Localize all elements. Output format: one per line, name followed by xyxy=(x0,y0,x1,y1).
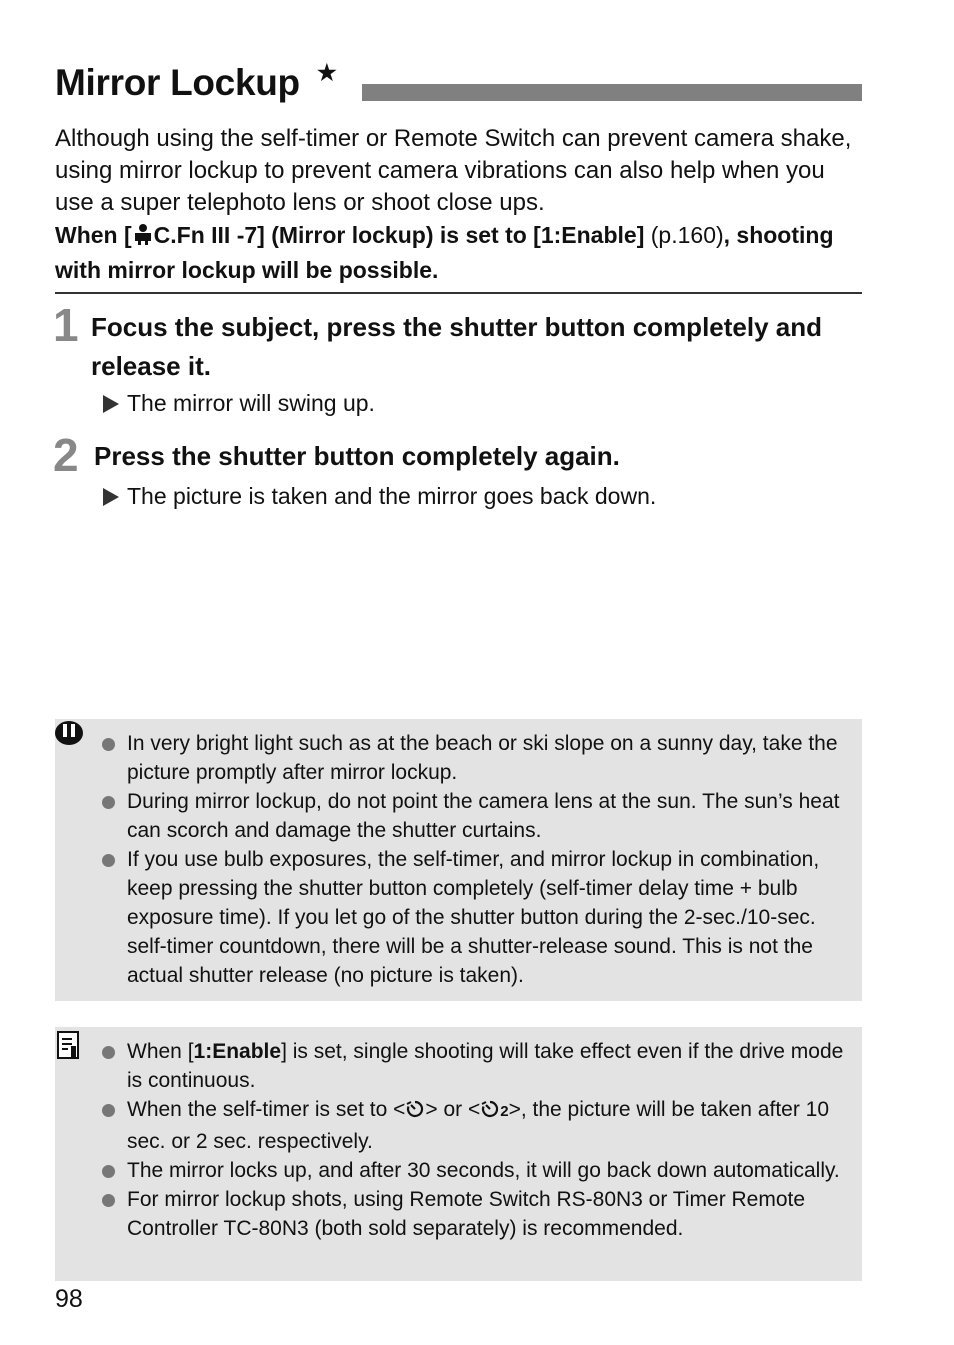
bullet-icon xyxy=(102,796,115,809)
result-arrow-icon xyxy=(103,488,119,506)
bullet-icon xyxy=(102,1046,115,1059)
memo-box xyxy=(55,1027,862,1281)
page-number: 98 xyxy=(55,1285,83,1313)
memo-list xyxy=(100,1037,850,1243)
step-2-result xyxy=(103,483,656,510)
bullet-icon xyxy=(102,1165,115,1178)
caution-item: If you use bulb exposures, the self-timer, and mirror lockup in combination, keep pressing the shutter button completely (self-timer delay time + bulb exposure time). If you let go of the shutter button during the 2-sec./10-sec. self-timer countdown, there will be a shutter-release sound. This is not the actual shutter release (no picture is taken). xyxy=(100,845,850,990)
memo-icon xyxy=(57,1031,81,1066)
caution-list xyxy=(100,729,850,990)
step-1-text: Focus the subject, press the shutter button completely and release it. xyxy=(91,312,822,381)
setting-note-suffix: , shooting with mirror lockup will be possible. xyxy=(55,222,834,283)
caution-box xyxy=(55,719,862,1001)
title-rule xyxy=(362,84,862,101)
title-block xyxy=(55,60,337,112)
custom-function-icon xyxy=(132,222,154,254)
self-timer-10s-icon xyxy=(405,1098,425,1127)
bullet-icon xyxy=(102,854,115,867)
setting-note-page-ref: (p.160) xyxy=(644,222,724,248)
advanced-star-icon: ★ xyxy=(317,60,337,85)
step-2-result-text: The picture is taken and the mirror goes back down. xyxy=(127,483,657,509)
memo-item: For mirror lockup shots, using Remote Switch RS-80N3 or Timer Remote Controller TC-80N3 (both sold separately) is recommended. xyxy=(100,1185,850,1243)
step-number-1: 1 xyxy=(53,299,79,351)
page-title: Mirror Lockup xyxy=(55,62,300,103)
caution-icon xyxy=(55,719,85,752)
bullet-icon xyxy=(102,738,115,751)
result-arrow-icon xyxy=(103,395,119,413)
step-number-2: 2 xyxy=(53,429,79,481)
setting-note-fn: C.Fn III -7] (Mirror lockup) is set to [1:Enable] xyxy=(153,222,645,248)
bullet-icon xyxy=(102,1104,115,1117)
caution-item: In very bright light such as at the beach or ski slope on a sunny day, take the picture promptly after mirror lockup. xyxy=(100,729,850,787)
section-divider xyxy=(55,292,862,294)
memo-item: When [1:Enable] is set, single shooting will take effect even if the drive mode is continuous. xyxy=(100,1037,850,1095)
self-timer-2s-icon xyxy=(480,1098,500,1127)
step-1-result xyxy=(103,390,375,417)
caution-item: During mirror lockup, do not point the camera lens at the sun. The sun’s heat can scorch and damage the shutter curtains. xyxy=(100,787,850,845)
memo-item: The mirror locks up, and after 30 seconds, it will go back down automatically. xyxy=(100,1156,850,1185)
intro-paragraph: Although using the self-timer or Remote Switch can prevent camera shake, using mirror lockup to prevent camera vibrations can also help when you use a super telephoto lens or shoot close ups. xyxy=(55,125,852,216)
setting-note xyxy=(55,219,865,286)
bullet-icon xyxy=(102,1194,115,1207)
memo-item: When the self-timer is set to < > or < 2>, the picture will be taken after 10 sec. or 2 sec. respectively. xyxy=(100,1095,850,1156)
setting-note-prefix: When [ xyxy=(55,222,132,248)
step-2-text: Press the shutter button completely again. xyxy=(94,441,620,471)
step-1-result-text: The mirror will swing up. xyxy=(127,390,375,416)
